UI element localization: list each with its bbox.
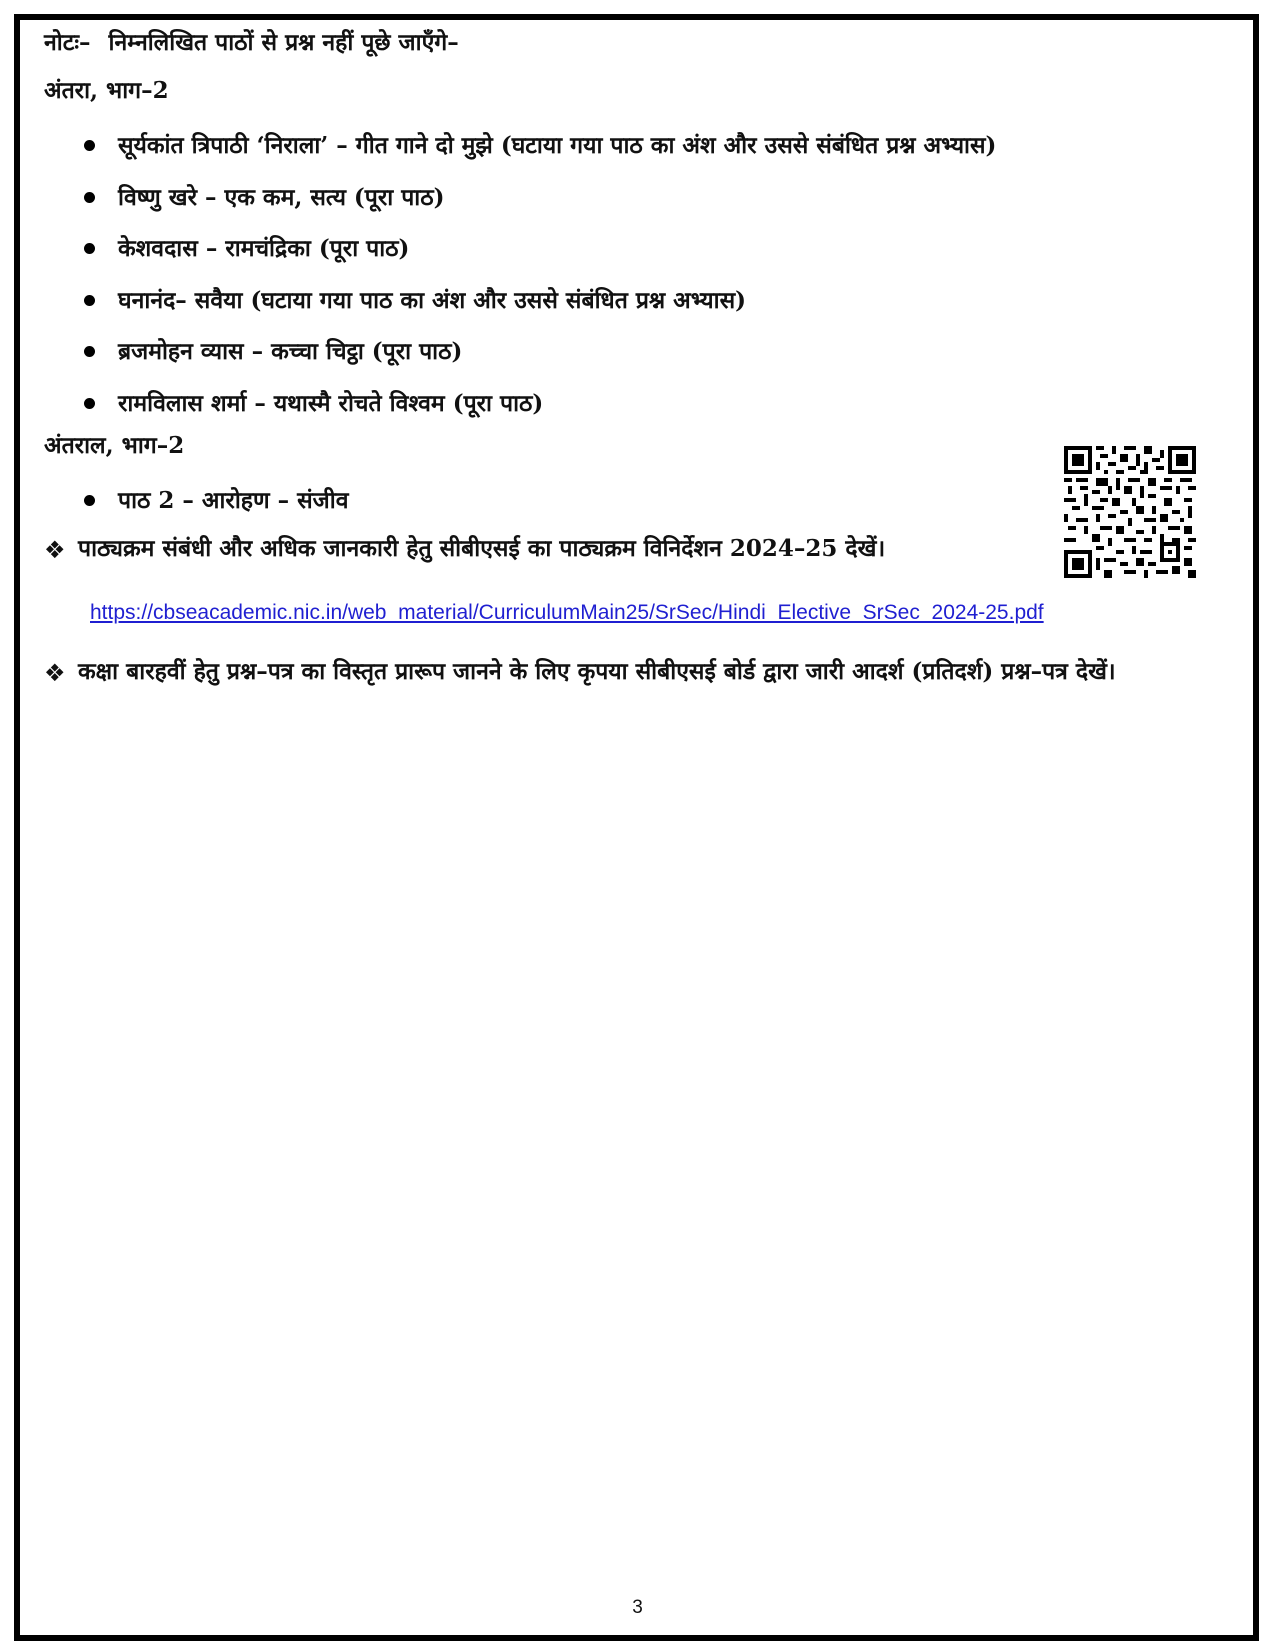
- bullet-dot-icon: [84, 140, 95, 151]
- list-item: पाठ 2 – आरोहण – संजीव: [44, 475, 1224, 527]
- bullet-dot-icon: [84, 295, 95, 306]
- diamond-bullet-icon: ❖: [44, 535, 66, 564]
- note-line: [44, 26, 1224, 74]
- qr-code-icon[interactable]: [1064, 446, 1196, 578]
- list-item: रामविलास शर्मा – यथास्मै रोचते विश्वम (पूरा पाठ): [44, 378, 1224, 430]
- list-item: सूर्यकांत त्रिपाठी ‘निराला’ – गीत गाने दो मुझे (घटाया गया पाठ का अंश और उससे संबंधित प्रश्न अभ्यास): [44, 120, 1224, 172]
- document-body: [44, 26, 1224, 692]
- page-number: 3: [632, 1597, 643, 1618]
- antara-list: [44, 120, 1224, 429]
- syllabus-link-row: [90, 599, 1224, 626]
- list-item: केशवदास – रामचंद्रिका (पूरा पाठ): [44, 223, 1224, 275]
- bullet-dot-icon: [84, 192, 95, 203]
- antara-heading: अंतरा, भाग–2: [44, 77, 169, 104]
- antaral-heading: अंतराल, भाग–2: [44, 432, 185, 459]
- diamond-bullet-icon: ❖: [44, 658, 66, 687]
- note-label: नोटः–: [44, 29, 91, 56]
- bullet-dot-icon: [84, 398, 95, 409]
- note-text: निम्नलिखित पाठों से प्रश्न नहीं पूछे जाएँगे–: [108, 29, 459, 56]
- bullet-dot-icon: [84, 495, 95, 506]
- antaral-list: [44, 475, 1224, 527]
- bullet-dot-icon: [84, 346, 95, 357]
- class-note: ❖ कक्षा बारहवीं हेतु प्रश्न–पत्र का विस्तृत प्रारूप जानने के लिए कृपया सीबीएसई बोर्ड द्वारा जारी आदर्श (प्रतिदर्श) प्रश्न–पत्र देखें।: [44, 652, 1258, 692]
- bullet-dot-icon: [84, 243, 95, 254]
- list-item: ब्रजमोहन व्यास – कच्चा चिट्ठा (पूरा पाठ): [44, 326, 1224, 378]
- list-item: घनानंद– सवैया (घटाया गया पाठ का अंश और उससे संबंधित प्रश्न अभ्यास): [44, 275, 1224, 327]
- syllabus-note: ❖ पाठ्यक्रम संबंधी और अधिक जानकारी हेतु सीबीएसई का पाठ्यक्रम विनिर्देशन 2024–25 देखें।: [44, 529, 1068, 569]
- syllabus-link[interactable]: https://cbseacademic.nic.in/web_material/CurriculumMain25/SrSec/Hindi_Elective_SrSec_2024-25.pdf: [90, 600, 1044, 624]
- list-item: विष्णु खरे – एक कम, सत्य (पूरा पाठ): [44, 172, 1224, 224]
